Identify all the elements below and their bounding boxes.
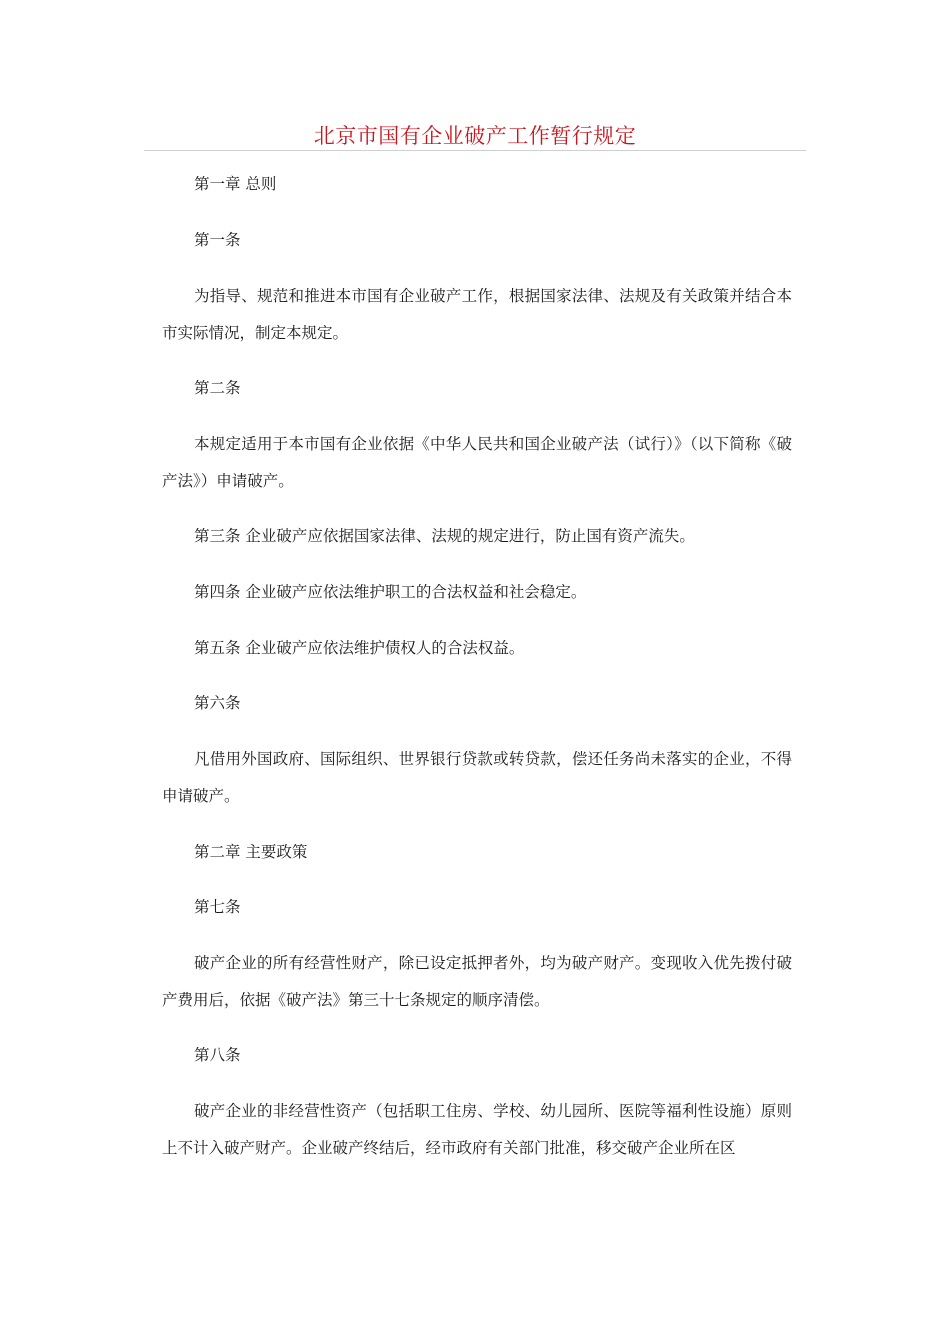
article-heading: 第二条 [194,379,241,397]
article-heading: 第一条 [194,231,241,249]
article-paragraph: 凡借用外国政府、国际组织、世界银行贷款或转贷款，偿还任务尚未落实的企业，不得申请破产。 [162,750,792,805]
document-title: 北京市国有企业破产工作暂行规定 [313,124,637,148]
chapter-heading: 第二章 主要政策 [194,843,308,861]
article-paragraph: 破产企业的非经营性资产（包括职工住房、学校、幼儿园所、医院等福利性设施）原则上不计入破产财产。企业破产终结后，经市政府有关部门批准，移交破产企业所在区 [162,1102,792,1157]
article-heading: 第七条 [194,898,241,916]
article-paragraph: 本规定适用于本市国有企业依据《中华人民共和国企业破产法（试行）》（以下简称《破产法》）申请破产。 [162,435,792,490]
article-paragraph: 第四条 企业破产应依法维护职工的合法权益和社会稳定。 [194,583,587,601]
article-heading: 第六条 [194,694,241,712]
title-divider [144,150,806,151]
article-paragraph: 第五条 企业破产应依法维护债权人的合法权益。 [194,639,525,657]
article-paragraph: 破产企业的所有经营性财产，除已设定抵押者外，均为破产财产。变现收入优先拨付破产费用后，依据《破产法》第三十七条规定的顺序清偿。 [162,954,792,1009]
chapter-heading: 第一章 总则 [194,175,277,193]
article-paragraph: 第三条 企业破产应依据国家法律、法规的规定进行，防止国有资产流失。 [194,527,695,545]
article-paragraph: 为指导、规范和推进本市国有企业破产工作，根据国家法律、法规及有关政策并结合本市实际情况，制定本规定。 [162,287,792,342]
article-heading: 第八条 [194,1046,241,1064]
